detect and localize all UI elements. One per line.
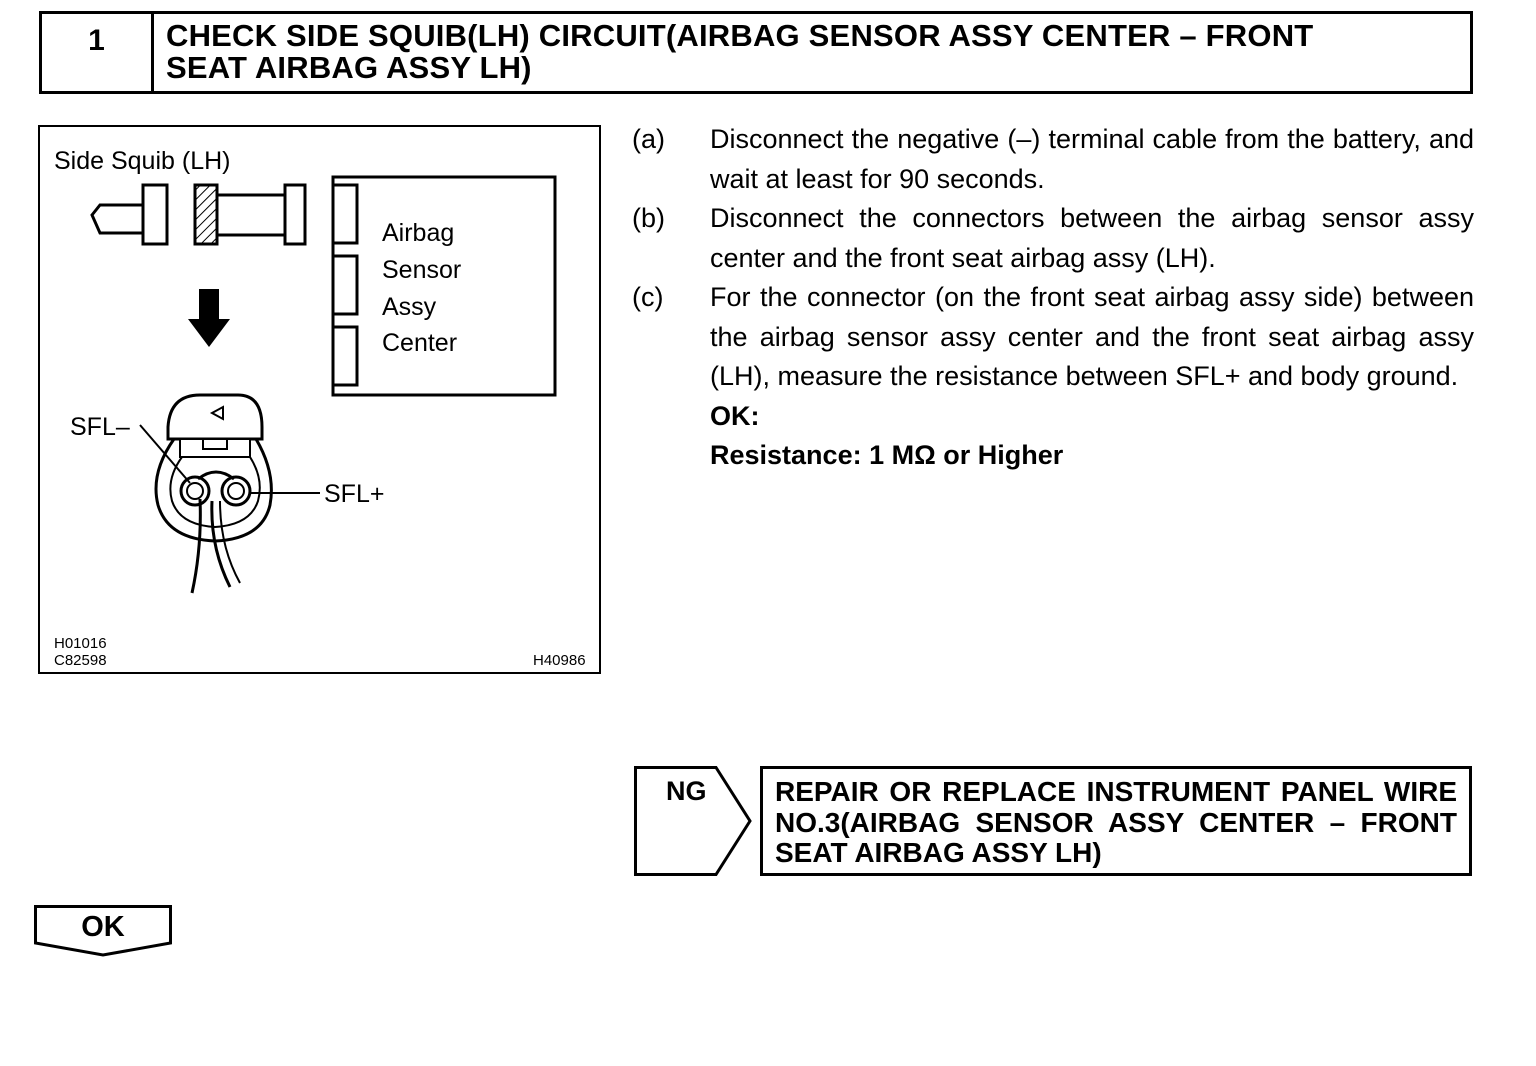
- squib-plug: [92, 185, 167, 244]
- ng-action: REPAIR OR REPLACE INSTRUMENT PANEL WIRE NO.3(AIRBAG SENSOR ASSY CENTER – FRONT SEAT AIRBAG ASSY LH): [760, 766, 1472, 876]
- instruction-c-body: For the connector (on the front seat airbag assy side) between the airbag sensor assy center and the front seat airbag assy (LH), measure the resistance between SFL+ and body ground.: [710, 282, 1474, 391]
- ecu-label-assy: Assy: [382, 293, 437, 321]
- instruction-marker: (a): [632, 124, 665, 154]
- sfl-minus-label: SFL–: [70, 413, 130, 441]
- spec-ok-label: OK:: [710, 400, 760, 431]
- step-title-line-1: CHECK SIDE SQUIB(LH) CIRCUIT(AIRBAG SENSOR ASSY CENTER – FRONT: [166, 18, 1314, 53]
- sfl-plus-label: SFL+: [324, 480, 385, 508]
- ok-result: [34, 905, 172, 957]
- step-title-line-2: SEAT AIRBAG ASSY LH): [166, 50, 532, 85]
- side-squib-label: Side Squib (LH): [54, 147, 231, 175]
- instruction-a: [632, 120, 1474, 199]
- hatched-connector: [195, 185, 305, 244]
- instruction-text: Disconnect the connectors between the airbag sensor assy center and the front seat airbag assy (LH).: [710, 203, 1474, 273]
- connector-diagram: [38, 125, 601, 674]
- figure-code-2: C82598: [54, 652, 107, 669]
- step-title: [154, 14, 1470, 91]
- instruction-marker: (c): [632, 282, 664, 312]
- spec-value: Resistance: 1 MΩ or Higher: [710, 440, 1064, 470]
- ng-label: NG: [666, 776, 707, 806]
- down-arrow-icon: [188, 289, 230, 347]
- step-header: [39, 11, 1473, 94]
- instruction-c: [632, 278, 1474, 476]
- ng-result: [634, 766, 754, 876]
- figure-code-1: H01016: [54, 635, 107, 652]
- instruction-marker: (b): [632, 203, 665, 233]
- ecu-label-center: Center: [382, 329, 458, 357]
- airbag-sensor-box: [333, 177, 555, 395]
- connector-illustration: [40, 127, 603, 676]
- step-number: 1: [42, 14, 154, 91]
- instruction-text: Disconnect the negative (–) terminal cable from the battery, and wait at least for 90 seconds.: [710, 124, 1474, 194]
- figure-code-3: H40986: [533, 652, 586, 669]
- instructions: [632, 120, 1474, 476]
- ok-label: OK: [81, 911, 125, 943]
- instruction-text: [710, 278, 1474, 476]
- ecu-label-sensor: Sensor: [382, 256, 462, 284]
- ecu-label-airbag: Airbag: [382, 219, 455, 247]
- instruction-b: [632, 199, 1474, 278]
